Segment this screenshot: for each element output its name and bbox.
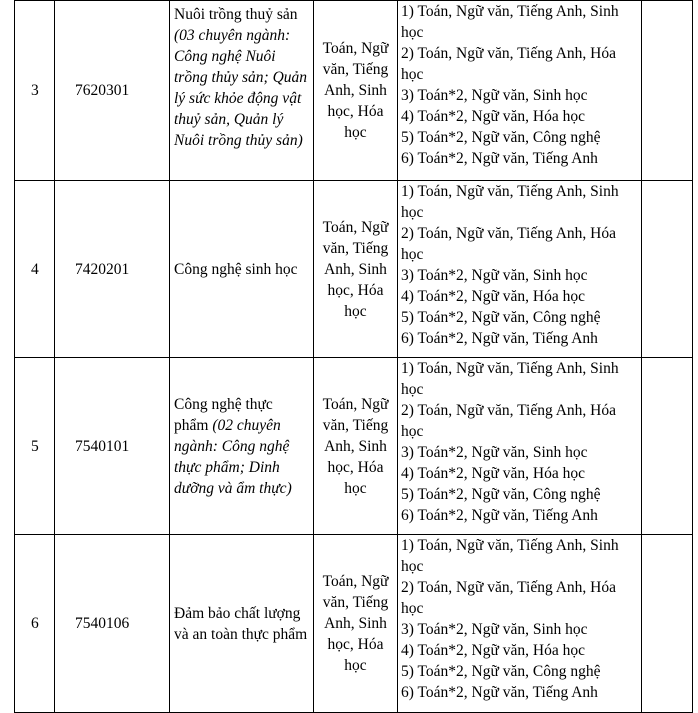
row-number: 5 <box>15 358 55 535</box>
major-code: 7540106 <box>55 535 170 713</box>
combination-item: 1) Toán, Ngữ văn, Tiếng Anh, Sinh học <box>401 537 619 575</box>
combination-item: 2) Toán, Ngữ văn, Tiếng Anh, Hóa học <box>401 402 616 440</box>
table-row <box>15 1 693 181</box>
row-number: 6 <box>15 535 55 713</box>
combination-item: 2) Toán, Ngữ văn, Tiếng Anh, Hóa học <box>401 579 616 617</box>
combinations-cell <box>398 358 642 535</box>
table-row <box>15 181 693 358</box>
combinations-cell <box>398 535 642 713</box>
combination-item: 5) Toán*2, Ngữ văn, Công nghệ <box>401 129 601 146</box>
combination-item: 5) Toán*2, Ngữ văn, Công nghệ <box>401 486 601 503</box>
major-name <box>170 358 314 535</box>
combination-item: 6) Toán*2, Ngữ văn, Tiếng Anh <box>401 150 598 167</box>
combination-item: 1) Toán, Ngữ văn, Tiếng Anh, Sinh học <box>401 360 619 398</box>
major-name <box>170 535 314 713</box>
combination-item: 6) Toán*2, Ngữ văn, Tiếng Anh <box>401 684 598 701</box>
combination-item: 1) Toán, Ngữ văn, Tiếng Anh, Sinh học <box>401 3 619 41</box>
major-detail: (02 chuyên ngành: Công nghệ thực phẩm; Dinh dưỡng và ẩm thực) <box>174 416 292 497</box>
note-cell <box>642 181 693 358</box>
admission-table <box>14 0 693 713</box>
combination-item: 1) Toán, Ngữ văn, Tiếng Anh, Sinh học <box>401 183 619 221</box>
combination-item: 4) Toán*2, Ngữ văn, Hóa học <box>401 465 585 482</box>
combinations-cell <box>398 181 642 358</box>
combination-item: 3) Toán*2, Ngữ văn, Sinh học <box>401 621 588 638</box>
combination-item: 3) Toán*2, Ngữ văn, Sinh học <box>401 87 588 104</box>
major-detail: (03 chuyên ngành: Công nghệ Nuôi trồng thủy sản; Quản lý sức khỏe động vật thuỷ sản, Quản lý Nuôi trồng thủy sản) <box>174 27 308 149</box>
combination-item: 2) Toán, Ngữ văn, Tiếng Anh, Hóa học <box>401 45 616 83</box>
combination-item: 3) Toán*2, Ngữ văn, Sinh học <box>401 267 588 284</box>
combination-item: 4) Toán*2, Ngữ văn, Hóa học <box>401 108 585 125</box>
note-cell <box>642 1 693 181</box>
row-number: 3 <box>15 1 55 181</box>
major-name <box>170 181 314 358</box>
combination-item: 6) Toán*2, Ngữ văn, Tiếng Anh <box>401 330 598 347</box>
combination-item: 4) Toán*2, Ngữ văn, Hóa học <box>401 288 585 305</box>
combinations-cell <box>398 1 642 181</box>
row-number: 4 <box>15 181 55 358</box>
major-code: 7620301 <box>55 1 170 181</box>
subjects-cell: Toán, Ngữ văn, Tiếng Anh, Sinh học, Hóa học <box>314 1 398 181</box>
major-main: Công nghệ sinh học <box>174 260 298 278</box>
major-code: 7420201 <box>55 181 170 358</box>
combination-item: 2) Toán, Ngữ văn, Tiếng Anh, Hóa học <box>401 225 616 263</box>
table-row <box>15 358 693 535</box>
major-code: 7540101 <box>55 358 170 535</box>
combination-item: 4) Toán*2, Ngữ văn, Hóa học <box>401 642 585 659</box>
combination-item: 6) Toán*2, Ngữ văn, Tiếng Anh <box>401 507 598 524</box>
major-name <box>170 1 314 181</box>
table-row <box>15 535 693 713</box>
combination-item: 5) Toán*2, Ngữ văn, Công nghệ <box>401 309 601 326</box>
combination-item: 5) Toán*2, Ngữ văn, Công nghệ <box>401 663 601 680</box>
major-main: Đảm bảo chất lượng và an toàn thực phẩm <box>174 604 308 643</box>
major-main: Công nghệ thực phẩm <box>174 395 273 434</box>
subjects-cell: Toán, Ngữ văn, Tiếng Anh, Sinh học, Hóa học <box>314 358 398 535</box>
major-main: Nuôi trồng thuỷ sản <box>174 6 298 23</box>
note-cell <box>642 358 693 535</box>
note-cell <box>642 535 693 713</box>
subjects-cell: Toán, Ngữ văn, Tiếng Anh, Sinh học, Hóa học <box>314 181 398 358</box>
combination-item: 3) Toán*2, Ngữ văn, Sinh học <box>401 444 588 461</box>
subjects-cell: Toán, Ngữ văn, Tiếng Anh, Sinh học, Hóa học <box>314 535 398 713</box>
